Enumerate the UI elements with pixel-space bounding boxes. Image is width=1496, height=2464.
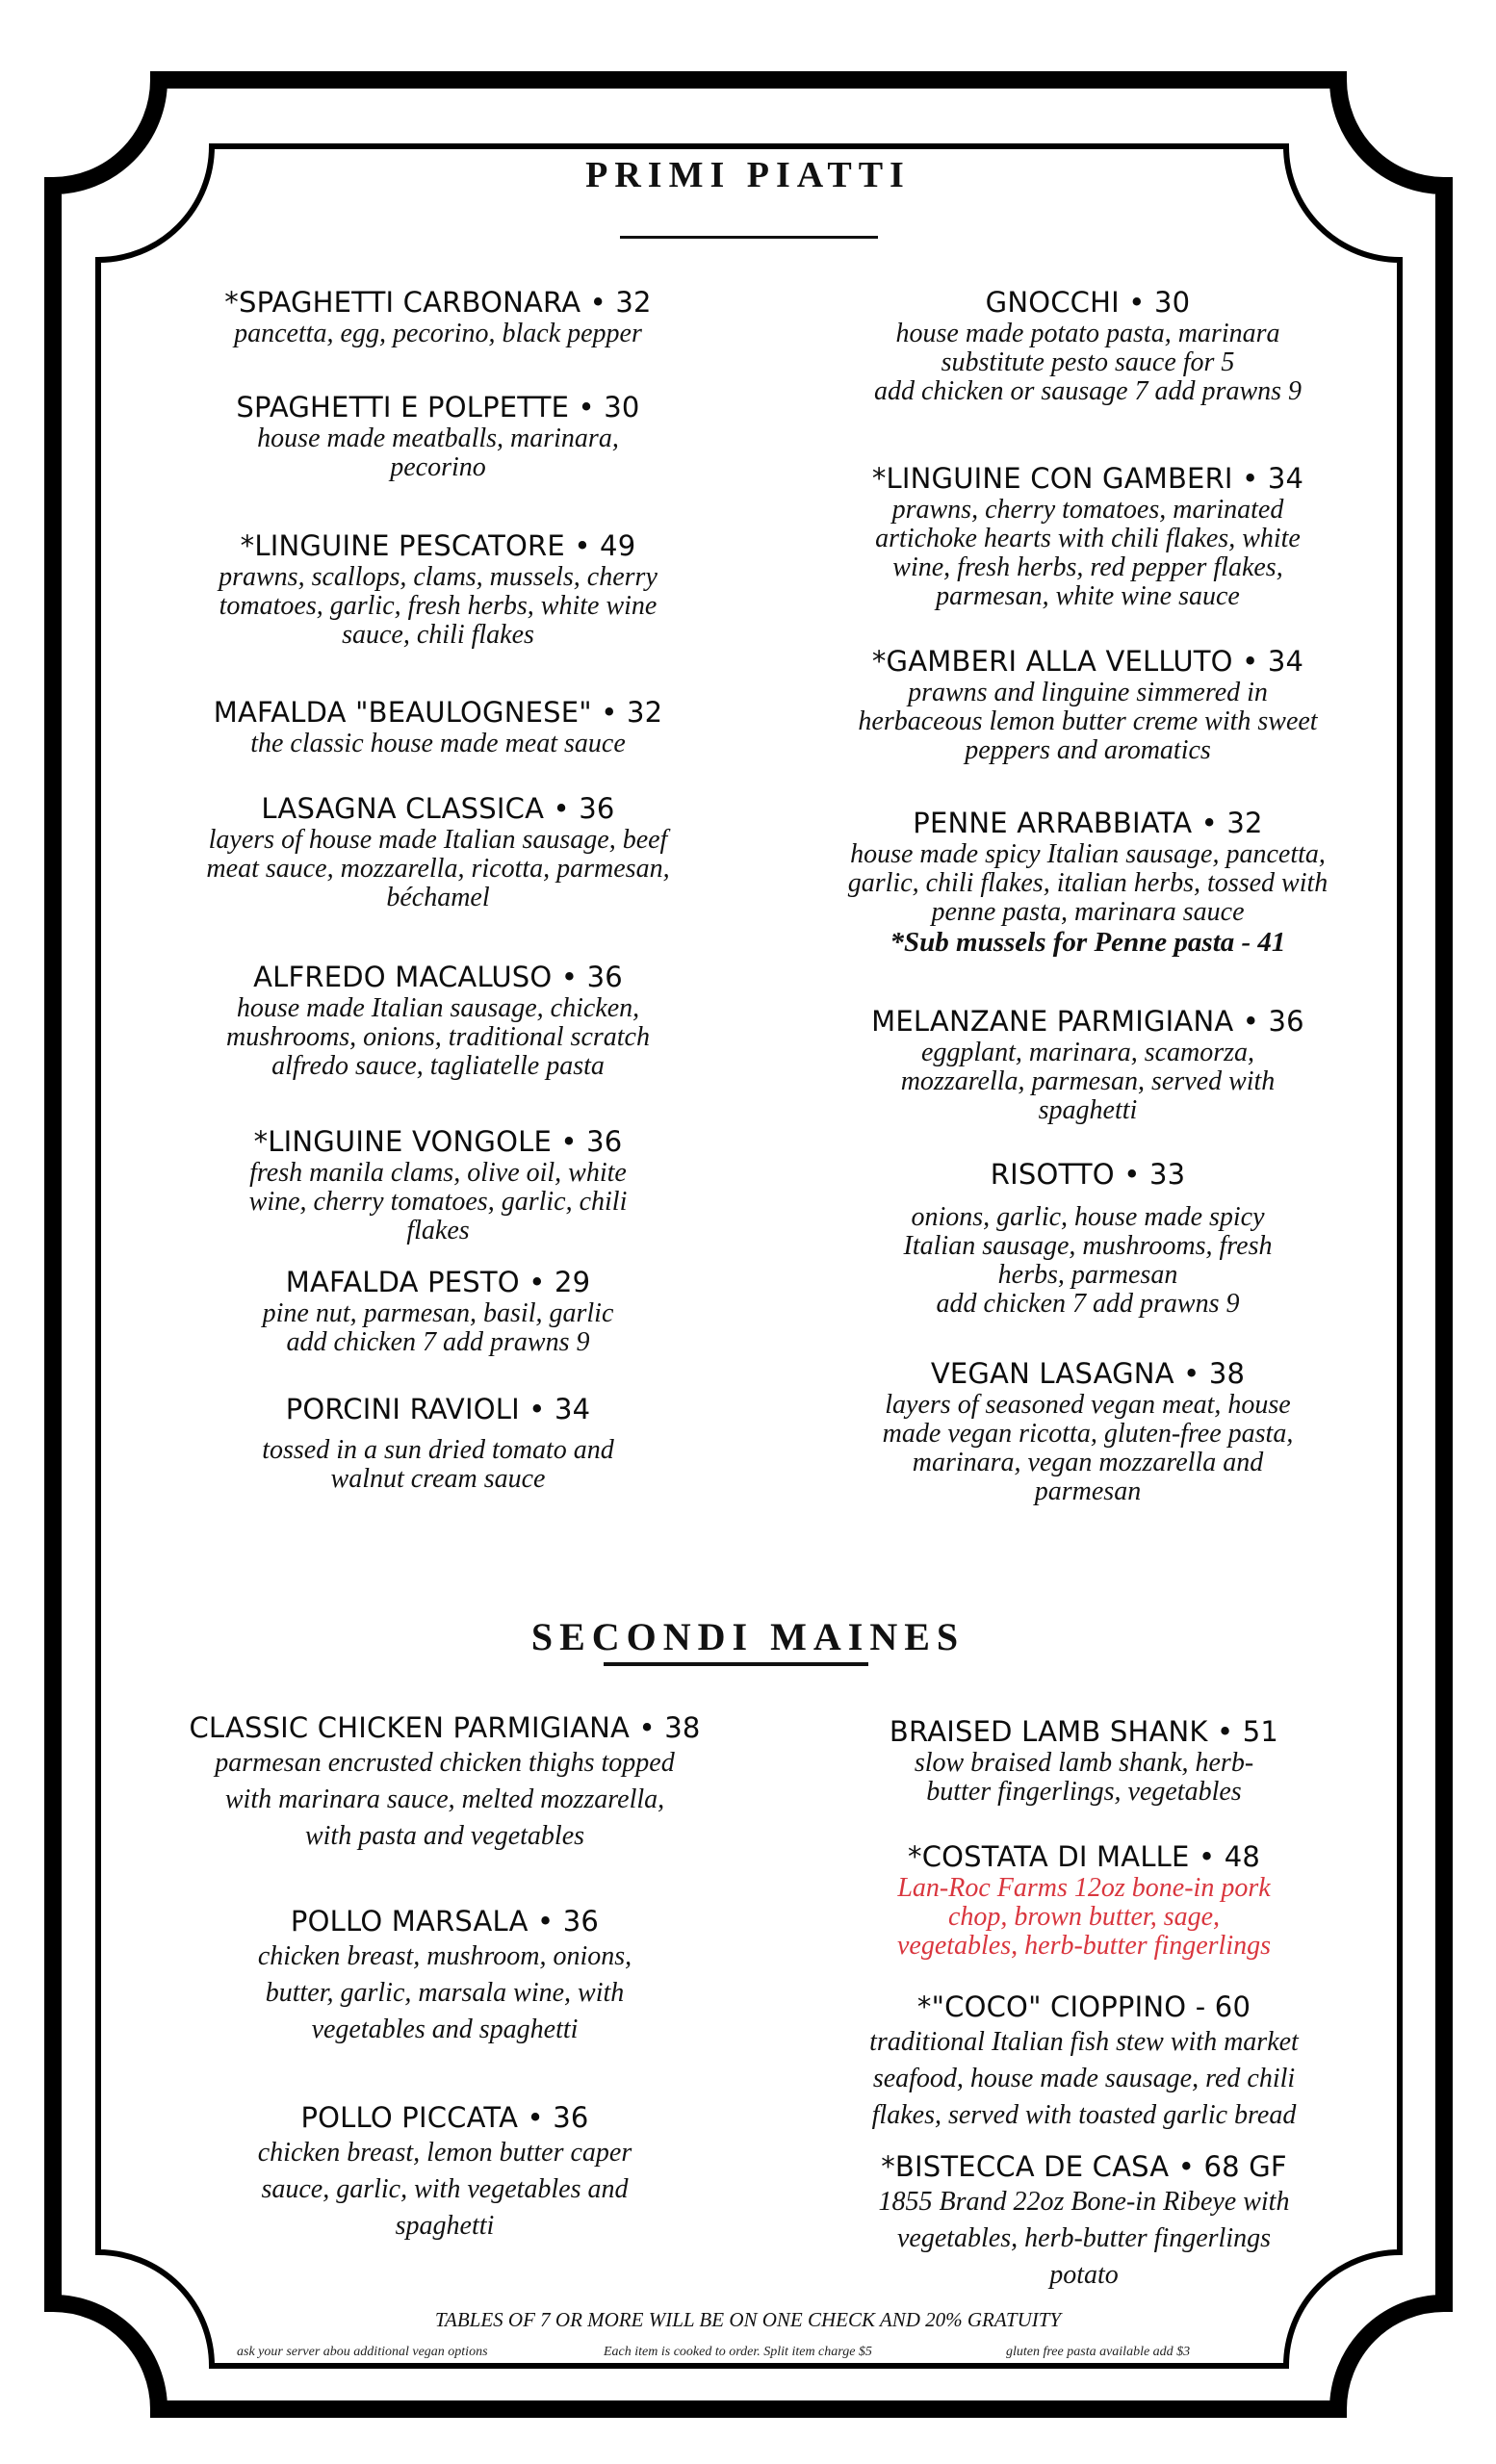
menu-item-name: ALFREDO MACALUSO • 36 bbox=[253, 961, 623, 993]
description-line: house made Italian sausage, chicken, bbox=[236, 993, 640, 1023]
menu-item bbox=[130, 1265, 746, 1357]
menu-item-name: PORCINI RAVIOLI • 34 bbox=[285, 1393, 591, 1425]
menu-item-description bbox=[117, 1745, 772, 1855]
menu-item-name: LASAGNA CLASSICA • 36 bbox=[261, 792, 615, 825]
menu-item bbox=[130, 791, 746, 912]
menu-item bbox=[117, 1710, 772, 1855]
menu-item-name: GNOCCHI • 30 bbox=[985, 286, 1191, 319]
description-line: flakes bbox=[406, 1216, 470, 1245]
description-line: butter, garlic, marsala wine, with bbox=[265, 1978, 625, 2008]
menu-item-name: PENNE ARRABBIATA • 32 bbox=[913, 807, 1263, 839]
menu-item bbox=[780, 1356, 1396, 1506]
description-line: tossed in a sun dried tomato and bbox=[262, 1435, 614, 1465]
menu-item bbox=[780, 461, 1396, 611]
menu-item-description bbox=[780, 320, 1396, 406]
menu-item-name: VEGAN LASAGNA • 38 bbox=[930, 1357, 1246, 1390]
menu-item-name: MELANZANE PARMIGIANA • 36 bbox=[871, 1005, 1304, 1038]
menu-item-name: *COSTATA DI MALLE • 48 bbox=[908, 1840, 1260, 1873]
description-line: prawns, scallops, clams, mussels, cherry bbox=[219, 562, 658, 592]
split-charge-note: Each item is cooked to order. Split item charge $5 bbox=[604, 2345, 872, 2359]
menu-item-name: RISOTTO • 33 bbox=[990, 1158, 1186, 1191]
description-line: meat sauce, mozzarella, ricotta, parmesan, bbox=[206, 854, 670, 884]
menu-item-name: *"COCO" CIOPPINO - 60 bbox=[916, 1990, 1251, 2023]
description-line: parmesan bbox=[1034, 1476, 1142, 1506]
menu-item-name: MAFALDA PESTO • 29 bbox=[285, 1266, 591, 1298]
menu-item-description bbox=[130, 424, 746, 482]
description-line: substitute pesto sauce for 5 bbox=[941, 347, 1235, 377]
section-divider bbox=[604, 1662, 868, 1666]
menu-item-description bbox=[766, 1874, 1402, 1961]
description-line: wine, fresh herbs, red pepper flakes, bbox=[892, 552, 1283, 582]
menu-item bbox=[766, 1839, 1402, 1961]
menu-item-description bbox=[130, 563, 746, 650]
description-line: alfredo sauce, tagliatelle pasta bbox=[271, 1051, 605, 1081]
description-line: Italian sausage, mushrooms, fresh bbox=[903, 1231, 1273, 1261]
description-line: artichoke hearts with chili flakes, white bbox=[875, 524, 1301, 553]
menu-item-name: *LINGUINE VONGOLE • 36 bbox=[253, 1125, 623, 1158]
menu-item-name: BRAISED LAMB SHANK • 51 bbox=[889, 1715, 1279, 1748]
menu-item-name: CLASSIC CHICKEN PARMIGIANA • 38 bbox=[189, 1711, 701, 1744]
description-line: with marinara sauce, melted mozzarella, bbox=[224, 1784, 665, 1814]
menu-item-description bbox=[130, 1436, 746, 1494]
menu-item bbox=[130, 695, 746, 758]
description-line: slow braised lamb shank, herb- bbox=[914, 1748, 1254, 1778]
description-line: sauce, garlic, with vegetables and bbox=[261, 2174, 629, 2204]
description-line: eggplant, marinara, scamorza, bbox=[920, 1038, 1255, 1067]
description-line: sauce, chili flakes bbox=[342, 620, 534, 650]
description-line: pancetta, egg, pecorino, black pepper bbox=[234, 319, 642, 348]
menu-item-name: *GAMBERI ALLA VELLUTO • 34 bbox=[871, 645, 1304, 678]
description-line: layers of seasoned vegan meat, house bbox=[885, 1390, 1291, 1420]
description-line: house made meatballs, marinara, bbox=[257, 424, 619, 453]
description-line: add chicken 7 add prawns 9 bbox=[936, 1289, 1240, 1319]
description-line: herbaceous lemon butter creme with sweet bbox=[858, 706, 1318, 736]
description-line: pine nut, parmesan, basil, garlic bbox=[262, 1298, 614, 1328]
menu-item-substitution-note: *Sub mussels for Penne pasta - 41 bbox=[890, 927, 1286, 958]
description-line: tomatoes, garlic, fresh herbs, white wine bbox=[219, 591, 658, 621]
description-line: mozzarella, parmesan, served with bbox=[900, 1066, 1276, 1096]
description-line: chicken breast, mushroom, onions, bbox=[257, 1941, 632, 1971]
menu-item-name: *LINGUINE CON GAMBERI • 34 bbox=[871, 462, 1304, 495]
section-title-secondi-maines: SECONDI MAINES bbox=[530, 1615, 966, 1658]
menu-item-description bbox=[130, 826, 746, 912]
description-line: spaghetti bbox=[1038, 1095, 1138, 1125]
section-title-primi-piatti: PRIMI PIATTI bbox=[585, 155, 911, 195]
section-divider bbox=[620, 236, 878, 239]
menu-item bbox=[780, 1004, 1396, 1125]
description-line: parmesan, white wine sauce bbox=[936, 581, 1240, 611]
description-line: layers of house made Italian sausage, beef bbox=[208, 825, 668, 855]
description-line: mushrooms, onions, traditional scratch bbox=[226, 1022, 650, 1052]
description-line: flakes, served with toasted garlic bread bbox=[871, 2100, 1297, 2130]
menu-item-description bbox=[130, 1159, 746, 1245]
description-line: Lan-Roc Farms 12oz bone-in pork bbox=[897, 1873, 1271, 1903]
vegan-options-note: ask your server abou additional vegan options bbox=[237, 2345, 488, 2359]
description-line: marinara, vegan mozzarella and bbox=[912, 1448, 1264, 1477]
menu-item-description bbox=[780, 1391, 1396, 1506]
description-line: butter fingerlings, vegetables bbox=[926, 1777, 1242, 1807]
menu-item-description bbox=[766, 1749, 1402, 1807]
menu-item-name: *SPAGHETTI CARBONARA • 32 bbox=[224, 286, 652, 319]
description-line: potato bbox=[1049, 2260, 1119, 2290]
menu-item bbox=[766, 2149, 1402, 2294]
description-line: made vegan ricotta, gluten-free pasta, bbox=[882, 1419, 1294, 1449]
menu-item bbox=[130, 1124, 746, 1245]
menu-item bbox=[130, 1392, 746, 1494]
menu-item-description bbox=[780, 496, 1396, 611]
menu-item-description bbox=[117, 2135, 772, 2245]
description-line: prawns and linguine simmered in bbox=[908, 678, 1268, 707]
menu-item-description bbox=[780, 679, 1396, 765]
menu-item-description bbox=[130, 1299, 746, 1357]
description-line: with pasta and vegetables bbox=[304, 1821, 585, 1851]
menu-item bbox=[766, 1989, 1402, 2134]
description-line: chop, brown butter, sage, bbox=[947, 1902, 1221, 1932]
menu-item bbox=[766, 1714, 1402, 1807]
menu-item bbox=[117, 2100, 772, 2245]
description-line: parmesan encrusted chicken thighs topped bbox=[215, 1748, 675, 1778]
menu-item-name: *LINGUINE PESCATORE • 49 bbox=[240, 529, 636, 562]
menu-item bbox=[117, 1904, 772, 2048]
description-line: prawns, cherry tomatoes, marinated bbox=[891, 495, 1284, 525]
description-line: house made potato pasta, marinara bbox=[895, 319, 1280, 348]
menu-item-description bbox=[117, 1938, 772, 2048]
description-line: spaghetti bbox=[395, 2211, 495, 2241]
menu-item bbox=[780, 285, 1396, 406]
description-line: pecorino bbox=[390, 452, 486, 482]
description-line: onions, garlic, house made spicy bbox=[911, 1202, 1265, 1232]
menu-item-description bbox=[130, 320, 746, 348]
menu-item-name: SPAGHETTI E POLPETTE • 30 bbox=[236, 391, 640, 424]
description-line: vegetables, herb-butter fingerlings bbox=[896, 2223, 1272, 2253]
description-line: seafood, house made sausage, red chili bbox=[872, 2064, 1296, 2093]
menu-item-description bbox=[766, 2184, 1402, 2294]
menu-item bbox=[780, 806, 1396, 958]
menu-item-description bbox=[130, 730, 746, 758]
menu-item-name: MAFALDA "BEAULOGNESE" • 32 bbox=[213, 696, 663, 729]
menu-item-name: POLLO PICCATA • 36 bbox=[300, 2101, 589, 2134]
description-line: wine, cherry tomatoes, garlic, chili bbox=[248, 1187, 628, 1217]
description-line: add chicken or sausage 7 add prawns 9 bbox=[873, 376, 1303, 406]
description-line: fresh manila clams, olive oil, white bbox=[249, 1158, 627, 1188]
menu-item bbox=[130, 528, 746, 650]
menu-item-name: POLLO MARSALA • 36 bbox=[290, 1905, 600, 1938]
description-line: walnut cream sauce bbox=[330, 1464, 546, 1494]
menu-item-name: *BISTECCA DE CASA • 68 GF bbox=[881, 2150, 1287, 2183]
menu-item bbox=[130, 960, 746, 1081]
description-line: béchamel bbox=[386, 883, 490, 912]
description-line: penne pasta, marinara sauce bbox=[931, 897, 1245, 927]
gluten-free-note: gluten free pasta available add $3 bbox=[1006, 2345, 1191, 2359]
menu-item-description bbox=[130, 994, 746, 1081]
group-gratuity-notice: TABLES OF 7 OR MORE WILL BE ON ONE CHECK AND 20% GRATUITY bbox=[434, 2308, 1062, 2331]
menu-item-description bbox=[766, 2024, 1402, 2134]
description-line: traditional Italian fish stew with market bbox=[869, 2027, 1299, 2057]
description-line: chicken breast, lemon butter caper bbox=[257, 2138, 632, 2168]
description-line: add chicken 7 add prawns 9 bbox=[286, 1327, 590, 1357]
description-line: vegetables, herb-butter fingerlings bbox=[896, 1931, 1272, 1961]
description-line: garlic, chili flakes, italian herbs, tossed with bbox=[847, 868, 1328, 898]
menu-item-description bbox=[780, 840, 1396, 927]
description-line: the classic house made meat sauce bbox=[250, 729, 626, 758]
description-line: herbs, parmesan bbox=[997, 1260, 1178, 1290]
description-line: 1855 Brand 22oz Bone-in Ribeye with bbox=[878, 2187, 1290, 2217]
description-line: house made spicy Italian sausage, pancetta, bbox=[850, 839, 1326, 869]
menu-item bbox=[780, 1157, 1396, 1319]
menu-item-description bbox=[780, 1203, 1396, 1319]
menu-item bbox=[780, 644, 1396, 765]
menu-item bbox=[130, 285, 746, 348]
description-line: peppers and aromatics bbox=[965, 735, 1211, 765]
menu-item-description bbox=[780, 1039, 1396, 1125]
description-line: vegetables and spaghetti bbox=[311, 2015, 579, 2044]
menu-item bbox=[130, 390, 746, 482]
